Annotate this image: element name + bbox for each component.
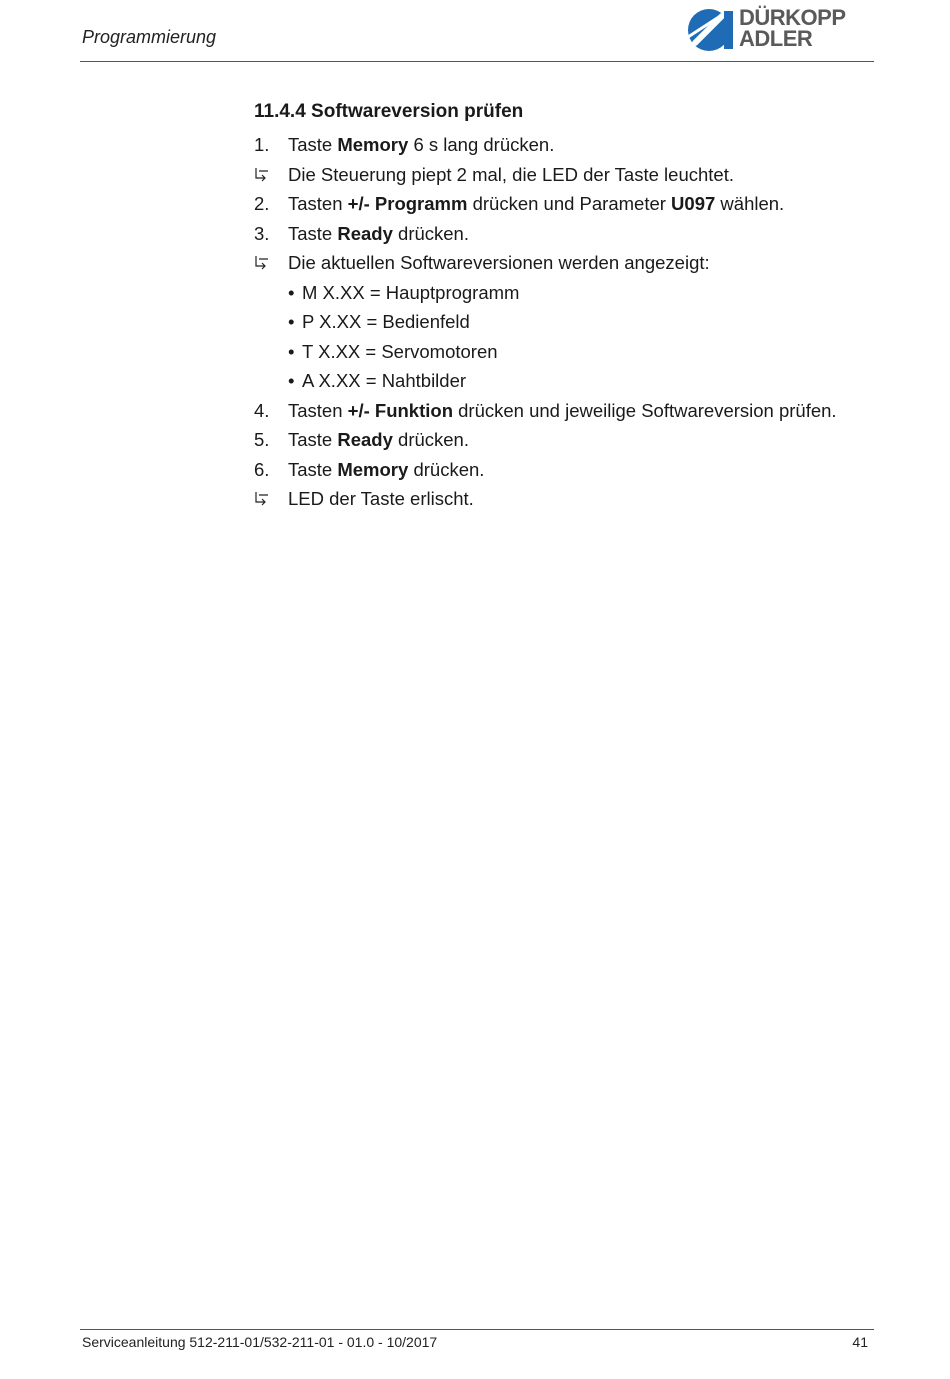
step-text: LED der Taste erlischt. [288, 488, 474, 509]
step-item [254, 130, 874, 160]
step-text: M X.XX = Hauptprogramm [302, 281, 520, 303]
logo-wordmark [739, 7, 846, 49]
result-arrow-icon [254, 160, 270, 190]
key-label: +/- Funktion [347, 399, 453, 421]
step-text: drücken. [408, 458, 485, 480]
step-text: Taste [288, 134, 338, 155]
step-number: 5. [254, 429, 270, 450]
bullet-marker: • [288, 281, 295, 303]
step-text: drücken und Parameter [467, 193, 672, 214]
key-label: U097 [671, 193, 716, 214]
step-number: 4. [254, 399, 270, 421]
step-item [254, 425, 874, 455]
logo-mark-icon [686, 7, 734, 53]
header-divider [80, 61, 874, 62]
step-text: drücken. [392, 222, 469, 244]
key-label: Memory [337, 134, 409, 155]
key-label: Ready [337, 222, 393, 244]
footer-document-info: Serviceanleitung 512-211-01/532-211-01 - 01.0 - 10/2017 [82, 1334, 438, 1350]
step-number: 3. [254, 222, 270, 244]
logo-line2: ADLER [739, 26, 813, 51]
step-text: A X.XX = Nahtbilder [302, 370, 467, 391]
page-number: 41 [852, 1334, 868, 1350]
header-section-name: Programmierung [82, 27, 217, 47]
key-label: Memory [337, 458, 409, 480]
step-text: T X.XX = Servomotoren [302, 340, 498, 362]
step-text: Tasten [288, 193, 348, 214]
step-text: Taste [288, 222, 338, 244]
step-number: 6. [254, 458, 270, 480]
bullet-marker: • [288, 340, 295, 362]
key-label: +/- Programm [347, 193, 468, 214]
step-item [254, 396, 874, 426]
footer-divider [80, 1329, 874, 1330]
step-item [254, 189, 874, 219]
result-arrow-icon [254, 248, 270, 278]
result-arrow-icon [254, 484, 270, 514]
step-text: Die Steuerung piept 2 mal, die LED der Taste leuchtet. [288, 163, 734, 185]
instruction-list [254, 130, 874, 514]
result-item [254, 248, 874, 278]
logo-line1: DÜRKOPP [739, 5, 846, 30]
result-item [254, 160, 874, 190]
step-text: P X.XX = Bedienfeld [302, 311, 470, 332]
step-item [254, 455, 874, 485]
section-title: 11.4.4 Softwareversion prüfen [254, 101, 524, 122]
step-text: Taste [288, 458, 338, 480]
bullet-item [254, 278, 874, 308]
result-item [254, 484, 874, 514]
step-number: 1. [254, 134, 270, 155]
bullet-item [254, 366, 874, 396]
brand-logo [686, 7, 872, 53]
step-item [254, 219, 874, 249]
bullet-item [254, 337, 874, 367]
bullet-marker: • [288, 370, 295, 391]
step-text: Taste [288, 429, 338, 450]
key-label: Ready [337, 429, 393, 450]
step-text: wählen. [715, 193, 785, 214]
step-text: Die aktuellen Softwareversionen werden angezeigt: [288, 252, 710, 273]
step-text: 6 s lang drücken. [408, 134, 555, 155]
bullet-marker: • [288, 311, 295, 332]
step-number: 2. [254, 193, 270, 214]
bullet-item [254, 307, 874, 337]
step-text: Tasten [288, 399, 348, 421]
section-content [254, 100, 874, 514]
step-text: drücken und jeweilige Softwareversion prüfen. [453, 399, 837, 421]
step-text: drücken. [392, 429, 469, 450]
